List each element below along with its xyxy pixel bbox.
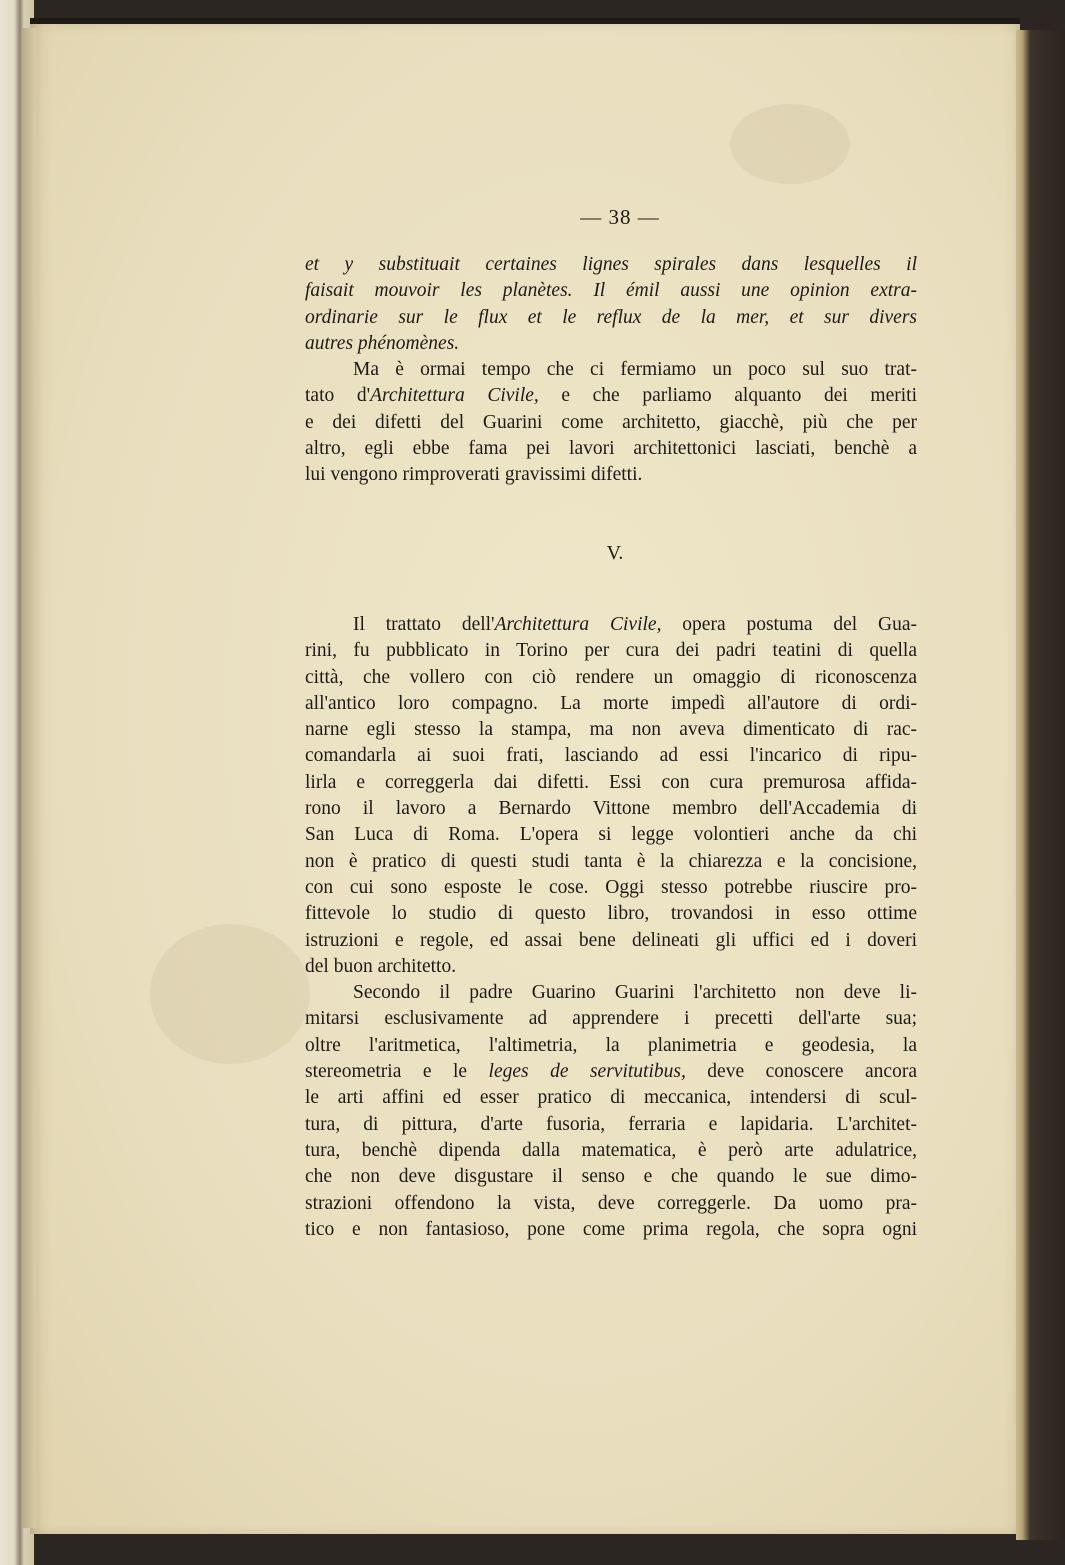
text-run: tato d' <box>305 385 371 407</box>
page-number: — 38 — <box>580 205 660 229</box>
latin-term-italic: leges de servitutibus, <box>488 1061 686 1083</box>
paper-stain <box>150 924 310 1064</box>
text-line: tura, di pittura, d'arte fusoria, ferraria e lapidaria. L'architet- <box>305 1113 917 1135</box>
text-line: e dei difetti del Guarini come architetto, giacchè, più che per <box>305 411 917 433</box>
page-stack-edge <box>1016 30 1065 1540</box>
text-line: San Luca di Roma. L'opera si legge volontieri anche da chi <box>305 824 917 846</box>
text-line: tico e non fantasioso, pone come prima regola, che sopra ogni <box>305 1218 917 1240</box>
text-run: e che parliamo alquanto dei meriti <box>538 385 917 407</box>
paper-stain <box>730 104 850 184</box>
text-line: che non deve disgustare il senso e che quando le sue dimo- <box>305 1166 917 1188</box>
text-line: ordinarie sur le flux et le reflux de la mer, et sur divers <box>305 306 917 328</box>
text-line: istruzioni e regole, ed assai bene delineati gli uffici ed i doveri <box>305 929 917 951</box>
book-title-italic: Architettura Civile, <box>370 385 539 407</box>
text-line: all'antico loro compagno. La morte impedì all'autore di ordi- <box>305 692 917 714</box>
text-line: oltre l'aritmetica, l'altimetria, la planimetria e geodesia, la <box>305 1034 917 1056</box>
text-line: mitarsi esclusivamente ad apprendere i precetti dell'arte sua; <box>305 1008 917 1030</box>
text-line: autres phénomènes. <box>305 332 460 354</box>
text-line: rini, fu pubblicato in Torino per cura dei padri teatini di quella <box>305 640 917 662</box>
text-run: deve conoscere ancora <box>685 1061 917 1083</box>
text-line: strazioni offendono la vista, deve correggerle. Da uomo pra- <box>305 1192 917 1214</box>
body-paragraphs <box>305 612 917 1243</box>
text-line: fittevole lo studio di questo libro, trovandosi in esso ottime <box>305 903 917 925</box>
text-line <box>305 612 917 638</box>
text-run: opera postuma del Gua- <box>661 614 918 635</box>
text-line: del buon architetto. <box>305 955 457 977</box>
text-line: non è pratico di questi studi tanta è la chiarezza e la concisione, <box>305 850 917 872</box>
text-line <box>305 1059 917 1085</box>
text-line: altro, egli ebbe fama pei lavori architettonici lasciati, benchè a <box>305 438 917 460</box>
text-run: Il trattato dell' <box>353 614 495 635</box>
text-line <box>305 383 917 409</box>
text-line: narne egli stesso la stampa, ma non aveva dimenticato di rac- <box>305 719 917 741</box>
text-line: et y substituait certaines lignes spirales dans lesquelles il <box>305 254 917 275</box>
text-line: lirla e correggerla dai difetti. Essi con cura premurosa affida- <box>305 771 917 793</box>
page-gutter-shadow <box>22 28 36 1528</box>
text-line: comandarla ai suoi frati, lasciando ad essi l'incarico di ripu- <box>305 745 917 767</box>
text-line: città, che vollero con ciò rendere un omaggio di riconoscenza <box>305 666 917 688</box>
text-line: rono il lavoro a Bernardo Vittone membro dell'Accademia di <box>305 798 917 820</box>
book-title-italic: Architettura Civile, <box>494 614 662 635</box>
text-line: tura, benchè dipenda dalla matematica, è però arte adulatrice, <box>305 1139 917 1161</box>
french-quote-and-paragraph <box>305 252 917 489</box>
text-line: Ma è ormai tempo che ci fermiamo un poco sul suo trat- <box>353 359 917 381</box>
text-line: Secondo il padre Guarino Guarini l'architetto non deve li- <box>353 982 917 1004</box>
text-line: con cui sono esposte le cose. Oggi stesso potrebbe riuscire pro- <box>305 876 917 898</box>
text-run: stereometria e le <box>305 1061 489 1083</box>
text-line: faisait mouvoir les planètes. Il émil aussi une opinion extra- <box>305 280 917 302</box>
text-line: le arti affini ed esser pratico di meccanica, intendersi di scul- <box>305 1087 917 1109</box>
section-heading: V. <box>606 542 624 564</box>
text-line: lui vengono rimproverati gravissimi difetti. <box>305 464 643 486</box>
